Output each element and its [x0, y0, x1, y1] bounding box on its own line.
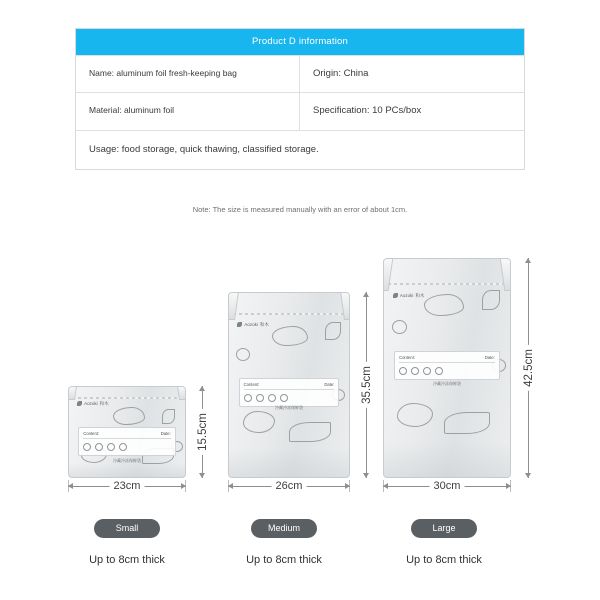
product-info-table: [75, 28, 525, 170]
bag-graphic-large: [383, 258, 511, 478]
info-usage-cell: Usage: food storage, quick thawing, classified storage.: [89, 143, 319, 155]
scallop-illustration-icon: [236, 348, 250, 361]
width-label-medium: 26cm: [272, 480, 307, 492]
brand-name: Aozoki: [244, 322, 258, 328]
bag-ear-right-icon: [177, 386, 186, 400]
brand-name: Aozoki: [84, 401, 98, 407]
category-icon-4: [435, 367, 443, 375]
steak-illustration-icon: [397, 403, 433, 427]
category-icon-2: [256, 394, 264, 402]
arrow-up-icon: [199, 386, 205, 391]
arrow-up-icon: [525, 258, 531, 263]
info-origin-cell: Origin: China: [313, 68, 369, 79]
height-dimension-medium: [360, 292, 373, 478]
category-icon-1: [399, 367, 407, 375]
width-label-small: 23cm: [110, 480, 145, 492]
label-fields: [399, 355, 495, 363]
size-badge-small: Small: [94, 519, 160, 538]
table-row: [76, 92, 524, 129]
shrimp-illustration-icon: [424, 294, 464, 316]
width-dimension-small: [68, 480, 186, 492]
info-material-cell: Material: aluminum foil: [76, 93, 300, 129]
category-icon-4: [280, 394, 288, 402]
label-fields: [83, 431, 170, 439]
steak-illustration-icon: [243, 411, 275, 433]
shrimp-illustration-icon: [272, 326, 308, 346]
category-icon-3: [107, 443, 115, 451]
category-icon-1: [83, 443, 91, 451]
height-label-large: 42.5cm: [523, 345, 535, 391]
label-category-icons: [399, 367, 495, 375]
thickness-label-small: Up to 8cm thick: [89, 554, 165, 566]
thickness-label-large: Up to 8cm thick: [406, 554, 482, 566]
category-icon-3: [268, 394, 276, 402]
thickness-label-medium: Up to 8cm thick: [246, 554, 322, 566]
brand-name-cn: 和木: [99, 400, 109, 406]
write-on-label-large: [394, 351, 500, 380]
brand-logo-small: [77, 401, 109, 407]
category-icon-4: [119, 443, 127, 451]
arrow-right-icon: [181, 483, 186, 489]
bag-chinese-text-small: 冷藏冷冻保鲜袋: [113, 458, 141, 464]
label-date-field: Date:: [160, 430, 171, 436]
scallop-illustration-icon: [392, 320, 407, 334]
arrow-right-icon: [345, 483, 350, 489]
measurement-note: Note: The size is measured manually with an error of about 1cm.: [192, 205, 408, 214]
product-large: [383, 258, 535, 492]
label-content-field: Content:: [243, 381, 260, 387]
category-icon-2: [95, 443, 103, 451]
leaf-illustration-icon: [482, 290, 500, 310]
write-on-label-medium: [239, 378, 340, 407]
width-dimension-large: [383, 480, 511, 492]
arrow-left-icon: [228, 483, 233, 489]
info-name-cell: Name: aluminum foil fresh-keeping bag: [76, 56, 300, 92]
leaf-icon: [77, 401, 82, 406]
fish-illustration-icon: [444, 412, 490, 434]
label-content-field: Content:: [83, 430, 100, 436]
height-dimension-large: [522, 258, 535, 478]
info-specification-cell: Specification: 10 PCs/box: [313, 105, 422, 117]
bag-graphic-small: [68, 386, 186, 478]
info-table-header: Product D information: [76, 29, 524, 55]
brand-name-cn: 和木: [259, 321, 269, 327]
arrow-down-icon: [525, 473, 531, 478]
label-date-field: Date:: [484, 354, 495, 360]
arrow-right-icon: [506, 483, 511, 489]
brand-logo-large: [393, 293, 425, 299]
bag-ear-left-icon: [383, 258, 394, 291]
height-label-small: 15.5cm: [197, 409, 209, 455]
leaf-icon: [237, 322, 242, 327]
label-date-field: Date:: [324, 381, 335, 387]
category-icon-2: [411, 367, 419, 375]
bag-graphic-medium: [228, 292, 350, 478]
category-icon-1: [244, 394, 252, 402]
bag-chinese-text-large: 冷藏冷冻保鲜袋: [433, 381, 461, 387]
height-label-medium: 35.5cm: [361, 362, 373, 408]
brand-logo-medium: [237, 322, 269, 328]
brand-name-cn: 和木: [415, 292, 425, 298]
size-badge-medium: Medium: [251, 519, 317, 538]
product-medium: [228, 292, 373, 492]
arrow-down-icon: [363, 473, 369, 478]
arrow-down-icon: [199, 473, 205, 478]
write-on-label-small: [78, 427, 175, 456]
arrow-left-icon: [383, 483, 388, 489]
width-label-large: 30cm: [430, 480, 465, 492]
label-category-icons: [244, 394, 335, 402]
height-dimension-small: [196, 386, 209, 478]
label-content-field: Content:: [399, 354, 415, 360]
bag-ear-left-icon: [68, 386, 77, 400]
shrimp-illustration-icon: [113, 407, 145, 425]
fish-illustration-icon: [289, 422, 331, 442]
table-row: [76, 55, 524, 92]
size-badge-large: Large: [411, 519, 477, 538]
brand-name: Aozoki: [399, 293, 414, 299]
arrow-left-icon: [68, 483, 73, 489]
label-fields: [244, 382, 335, 390]
label-category-icons: [83, 443, 170, 451]
category-icon-3: [423, 367, 431, 375]
table-row: [76, 130, 524, 169]
product-size-comparison: [0, 230, 600, 600]
bag-ear-left-icon: [228, 292, 238, 320]
width-dimension-medium: [228, 480, 350, 492]
leaf-illustration-icon: [325, 322, 341, 340]
bag-ear-right-icon: [500, 258, 511, 291]
arrow-up-icon: [363, 292, 369, 297]
leaf-icon: [393, 293, 398, 298]
bag-ear-right-icon: [340, 292, 350, 320]
leaf-illustration-icon: [162, 409, 175, 424]
bag-chinese-text-medium: 冷藏冷冻保鲜袋: [275, 405, 303, 411]
product-small: [68, 386, 209, 492]
